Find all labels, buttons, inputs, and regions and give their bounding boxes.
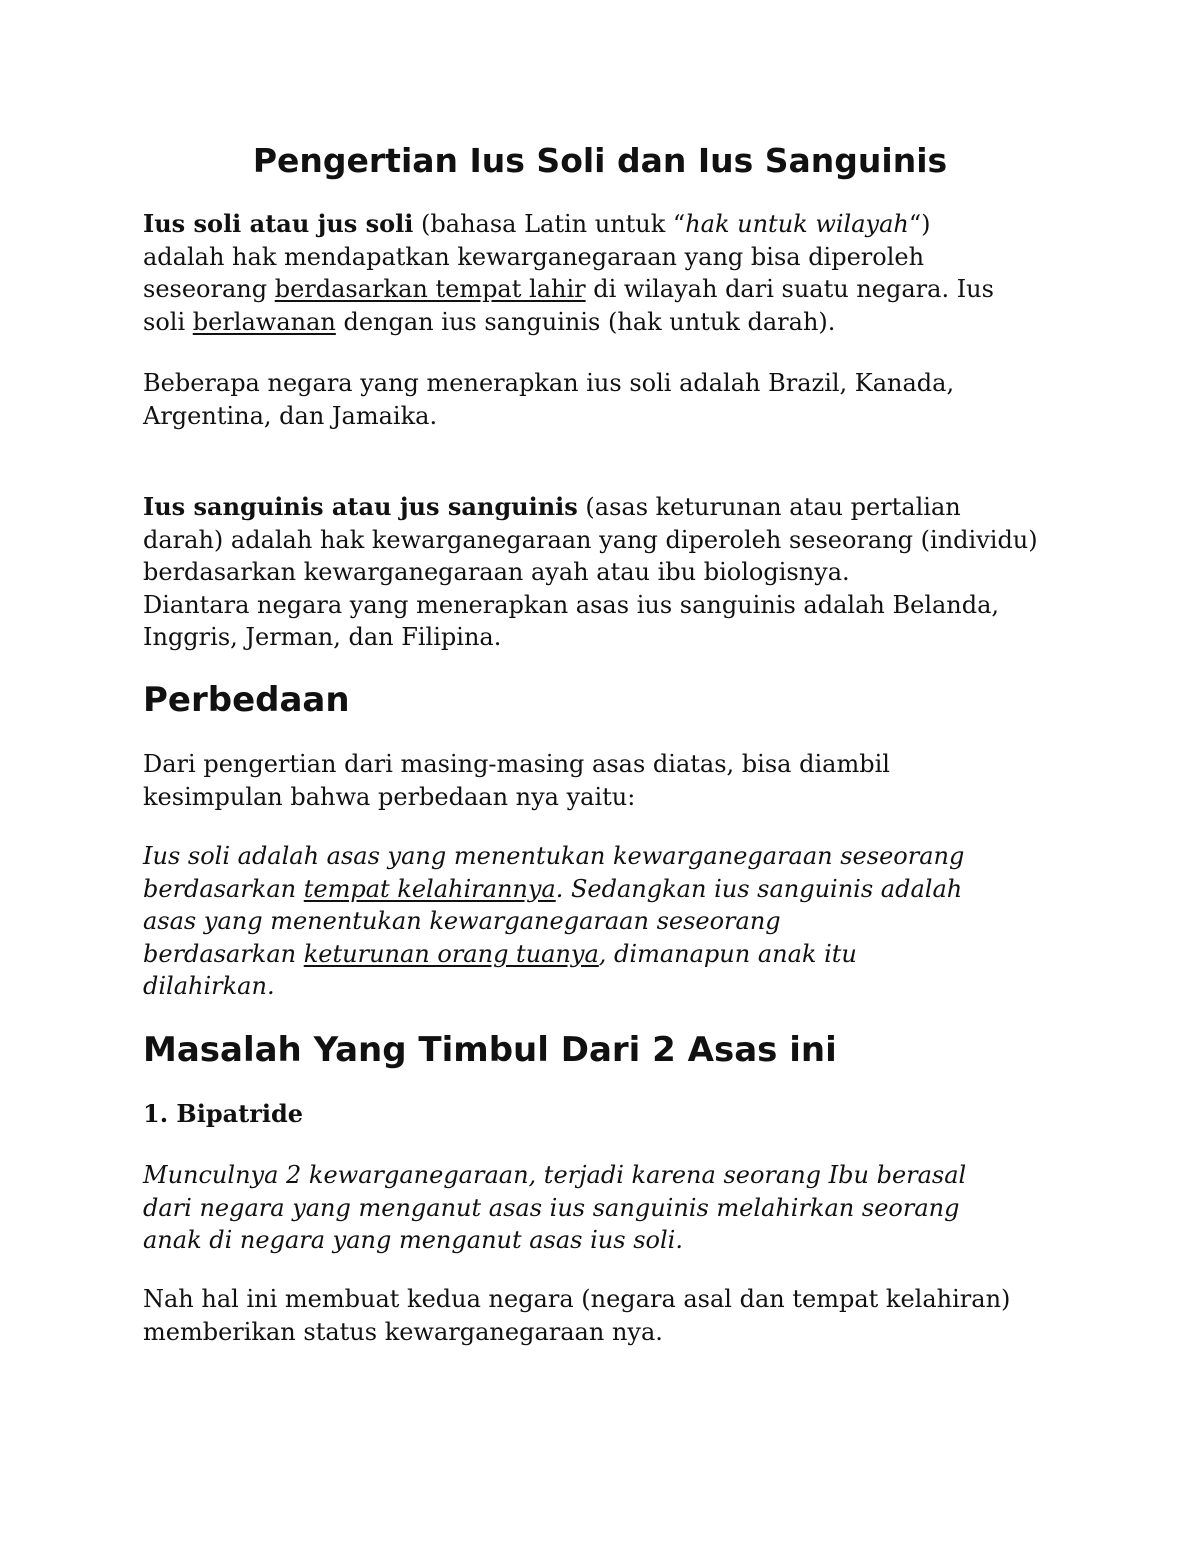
text-line: Diantara negara yang menerapkan asas ius sanguinis adalah Belanda, [143,590,1000,619]
text-line: Ius soli adalah asas yang menentukan kewarganegaraan seseorang [143,842,965,870]
paragraph-perbedaan-intro [143,748,890,813]
text-line: berdasarkan keturunan orang tuanya, dimanapun anak itu [143,939,857,968]
paragraph-perbedaan-conclusion [143,840,964,1003]
paragraph-ius-soli [143,208,994,338]
paragraph-bipatride [143,1159,966,1257]
heading-perbedaan: Perbedaan [143,680,350,720]
text-line: kesimpulan bahwa perbedaan nya yaitu: [143,782,636,811]
paragraph-bipatride-effect [143,1283,1010,1348]
underlined-text: berdasarkan tempat lahir [274,275,586,303]
document-title: Pengertian Ius Soli dan Ius Sanguinis [252,141,948,180]
text-line: anak di negara yang menganut asas ius soli. [143,1226,683,1254]
text-line: Nah hal ini membuat kedua negara (negara asal dan tempat kelahiran) [143,1285,1011,1313]
underlined-text: berlawanan [192,307,336,336]
text-line: memberikan status kewarganegaraan nya. [143,1317,663,1346]
text-line: adalah hak mendapatkan kewarganegaraan yang bisa diperoleh [143,242,925,271]
text-line: Beberapa negara yang menerapkan ius soli adalah Brazil, Kanada, [143,369,955,397]
text-line: Ius sanguinis atau jus sanguinis (asas keturunan atau pertalian [143,492,961,521]
text-line: seseorang berdasarkan tempat lahir di wilayah dari suatu negara. Ius [143,275,994,303]
text-line: Ius soli atau jus soli (bahasa Latin untuk “hak untuk wilayah“) [143,209,931,238]
paragraph-ius-soli-countries [143,367,954,432]
text-line: Argentina, dan Jamaika. [143,401,438,430]
text-line: dilahirkan. [143,972,275,1000]
term-ius-soli: Ius soli atau jus soli [143,209,414,238]
text-line: berdasarkan tempat kelahirannya. Sedangkan ius sanguinis adalah [143,874,963,903]
heading-masalah: Masalah Yang Timbul Dari 2 Asas ini [143,1030,837,1070]
subheading-bipatride: 1. Bipatride [143,1099,304,1128]
term-ius-sanguinis: Ius sanguinis atau jus sanguinis [143,492,578,521]
text-line: Munculnya 2 kewarganegaraan, terjadi karena seorang Ibu berasal [143,1161,967,1189]
text-line: Dari pengertian dari masing-masing asas diatas, bisa diambil [143,750,890,778]
paragraph-ius-sanguinis [143,491,1038,654]
text-line: dari negara yang menganut asas ius sanguinis melahirkan seorang [143,1193,960,1222]
text-line: soli berlawanan dengan ius sanguinis (hak untuk darah). [143,307,836,336]
text-line: Inggris, Jerman, dan Filipina. [143,623,502,651]
text-line: darah) adalah hak kewarganegaraan yang diperoleh seseorang (individu) [143,525,1038,554]
text-line: asas yang menentukan kewarganegaraan seseorang [143,907,781,935]
underlined-text: keturunan orang tuanya [303,939,599,968]
text-line: berdasarkan kewarganegaraan ayah atau ibu biologisnya. [143,558,850,586]
underlined-text: tempat kelahirannya [303,874,556,903]
